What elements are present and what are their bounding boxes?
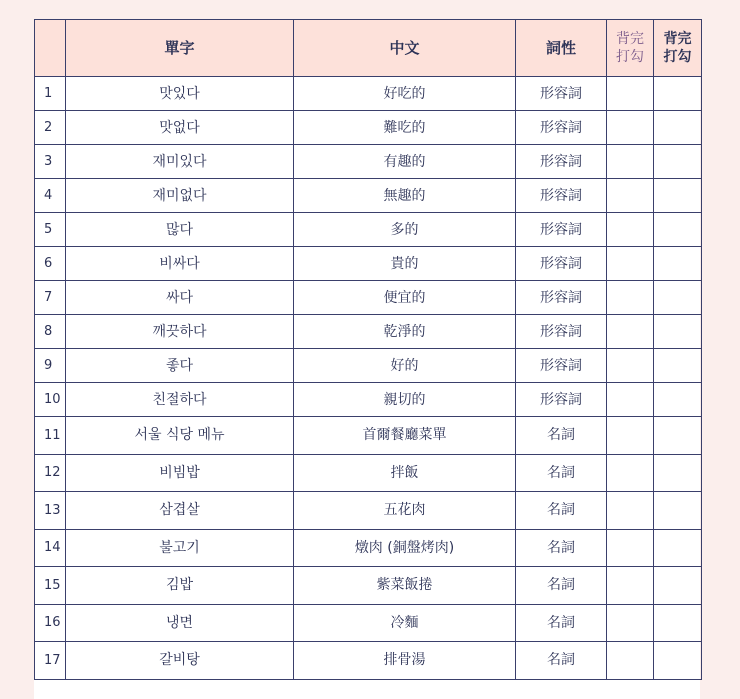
check-box-1[interactable] xyxy=(607,281,654,315)
chinese-meaning: 便宜的 xyxy=(294,281,516,315)
header-chinese: 中文 xyxy=(294,20,516,77)
table-row xyxy=(35,179,702,213)
chinese-meaning: 多的 xyxy=(294,213,516,247)
chinese-meaning: 排骨湯 xyxy=(294,642,516,680)
chinese-meaning: 冷麵 xyxy=(294,604,516,642)
check-box-1[interactable] xyxy=(607,529,654,567)
check-box-1[interactable] xyxy=(607,604,654,642)
check-box-1[interactable] xyxy=(607,179,654,213)
row-number: 11 xyxy=(35,417,66,455)
table-body xyxy=(35,77,702,680)
check-box-1[interactable] xyxy=(607,567,654,605)
chinese-meaning: 五花肉 xyxy=(294,492,516,530)
korean-word: 냉면 xyxy=(66,604,294,642)
check-box-1[interactable] xyxy=(607,247,654,281)
table-row xyxy=(35,454,702,492)
part-of-speech: 形容詞 xyxy=(516,111,607,145)
header-index xyxy=(35,20,66,77)
part-of-speech: 名詞 xyxy=(516,454,607,492)
row-number: 13 xyxy=(35,492,66,530)
korean-word: 맛있다 xyxy=(66,77,294,111)
chinese-meaning: 燉肉 (銅盤烤肉) xyxy=(294,529,516,567)
check-box-2[interactable] xyxy=(654,145,702,179)
table-row xyxy=(35,315,702,349)
check-box-2[interactable] xyxy=(654,111,702,145)
part-of-speech: 形容詞 xyxy=(516,77,607,111)
table-row xyxy=(35,111,702,145)
korean-word: 좋다 xyxy=(66,349,294,383)
korean-word: 재미없다 xyxy=(66,179,294,213)
check-box-2[interactable] xyxy=(654,454,702,492)
check-box-2[interactable] xyxy=(654,567,702,605)
check-box-1[interactable] xyxy=(607,77,654,111)
row-number: 10 xyxy=(35,383,66,417)
table-row xyxy=(35,247,702,281)
chinese-meaning: 拌飯 xyxy=(294,454,516,492)
table-header-row xyxy=(35,20,702,77)
table-row xyxy=(35,567,702,605)
table-row xyxy=(35,77,702,111)
check-box-2[interactable] xyxy=(654,281,702,315)
table-row xyxy=(35,642,702,680)
check-box-2[interactable] xyxy=(654,247,702,281)
korean-word: 친절하다 xyxy=(66,383,294,417)
row-number: 8 xyxy=(35,315,66,349)
check-box-1[interactable] xyxy=(607,454,654,492)
row-number: 9 xyxy=(35,349,66,383)
korean-word: 재미있다 xyxy=(66,145,294,179)
check-box-2[interactable] xyxy=(654,529,702,567)
chinese-meaning: 首爾餐廳菜單 xyxy=(294,417,516,455)
row-number: 7 xyxy=(35,281,66,315)
check-box-2[interactable] xyxy=(654,417,702,455)
part-of-speech: 名詞 xyxy=(516,417,607,455)
check-box-1[interactable] xyxy=(607,642,654,680)
part-of-speech: 形容詞 xyxy=(516,213,607,247)
check-box-2[interactable] xyxy=(654,604,702,642)
chinese-meaning: 好的 xyxy=(294,349,516,383)
check-box-2[interactable] xyxy=(654,383,702,417)
part-of-speech: 名詞 xyxy=(516,604,607,642)
check-box-1[interactable] xyxy=(607,315,654,349)
row-number: 14 xyxy=(35,529,66,567)
row-number: 5 xyxy=(35,213,66,247)
korean-word: 김밥 xyxy=(66,567,294,605)
part-of-speech: 形容詞 xyxy=(516,145,607,179)
check-box-2[interactable] xyxy=(654,349,702,383)
korean-word: 깨끗하다 xyxy=(66,315,294,349)
chinese-meaning: 乾淨的 xyxy=(294,315,516,349)
chinese-meaning: 無趣的 xyxy=(294,179,516,213)
check-box-2[interactable] xyxy=(654,179,702,213)
table-row xyxy=(35,529,702,567)
table-row xyxy=(35,492,702,530)
korean-word: 많다 xyxy=(66,213,294,247)
table-row xyxy=(35,417,702,455)
korean-word: 맛없다 xyxy=(66,111,294,145)
check-box-1[interactable] xyxy=(607,492,654,530)
check-box-1[interactable] xyxy=(607,417,654,455)
check-box-1[interactable] xyxy=(607,213,654,247)
header-check-2 xyxy=(654,20,702,77)
table-row xyxy=(35,145,702,179)
part-of-speech: 名詞 xyxy=(516,567,607,605)
row-number: 6 xyxy=(35,247,66,281)
check-box-1[interactable] xyxy=(607,111,654,145)
table-row xyxy=(35,604,702,642)
part-of-speech: 形容詞 xyxy=(516,315,607,349)
check-box-2[interactable] xyxy=(654,213,702,247)
chinese-meaning: 貴的 xyxy=(294,247,516,281)
row-number: 2 xyxy=(35,111,66,145)
row-number: 15 xyxy=(35,567,66,605)
part-of-speech: 形容詞 xyxy=(516,281,607,315)
part-of-speech: 形容詞 xyxy=(516,383,607,417)
korean-word: 삼겹살 xyxy=(66,492,294,530)
table-row xyxy=(35,383,702,417)
row-number: 1 xyxy=(35,77,66,111)
part-of-speech: 形容詞 xyxy=(516,179,607,213)
row-number: 12 xyxy=(35,454,66,492)
chinese-meaning: 有趣的 xyxy=(294,145,516,179)
row-number: 4 xyxy=(35,179,66,213)
korean-word: 불고기 xyxy=(66,529,294,567)
korean-word: 비싸다 xyxy=(66,247,294,281)
check-box-2[interactable] xyxy=(654,492,702,530)
check-box-2[interactable] xyxy=(654,642,702,680)
row-number: 3 xyxy=(35,145,66,179)
korean-word: 비빔밥 xyxy=(66,454,294,492)
check-box-2[interactable] xyxy=(654,315,702,349)
part-of-speech: 名詞 xyxy=(516,492,607,530)
header-check-1-line-2: 打勾 xyxy=(616,49,644,65)
part-of-speech: 名詞 xyxy=(516,529,607,567)
chinese-meaning: 好吃的 xyxy=(294,77,516,111)
header-word: 單字 xyxy=(66,20,294,77)
check-box-2[interactable] xyxy=(654,77,702,111)
row-number: 17 xyxy=(35,642,66,680)
header-part-of-speech: 詞性 xyxy=(516,20,607,77)
korean-word: 서울 식당 메뉴 xyxy=(66,417,294,455)
header-check-2-line-1: 背完 xyxy=(663,31,692,47)
part-of-speech: 名詞 xyxy=(516,642,607,680)
table-row xyxy=(35,213,702,247)
chinese-meaning: 難吃的 xyxy=(294,111,516,145)
chinese-meaning: 親切的 xyxy=(294,383,516,417)
part-of-speech: 形容詞 xyxy=(516,349,607,383)
table-row xyxy=(35,349,702,383)
header-check-1-line-1: 背完 xyxy=(616,31,644,47)
table-row xyxy=(35,281,702,315)
row-number: 16 xyxy=(35,604,66,642)
check-box-1[interactable] xyxy=(607,145,654,179)
check-box-1[interactable] xyxy=(607,383,654,417)
chinese-meaning: 紫菜飯捲 xyxy=(294,567,516,605)
korean-word: 갈비탕 xyxy=(66,642,294,680)
header-check-2-line-2: 打勾 xyxy=(663,49,692,65)
part-of-speech: 形容詞 xyxy=(516,247,607,281)
header-check-1 xyxy=(607,20,654,77)
korean-word: 싸다 xyxy=(66,281,294,315)
vocabulary-table xyxy=(34,19,702,680)
check-box-1[interactable] xyxy=(607,349,654,383)
